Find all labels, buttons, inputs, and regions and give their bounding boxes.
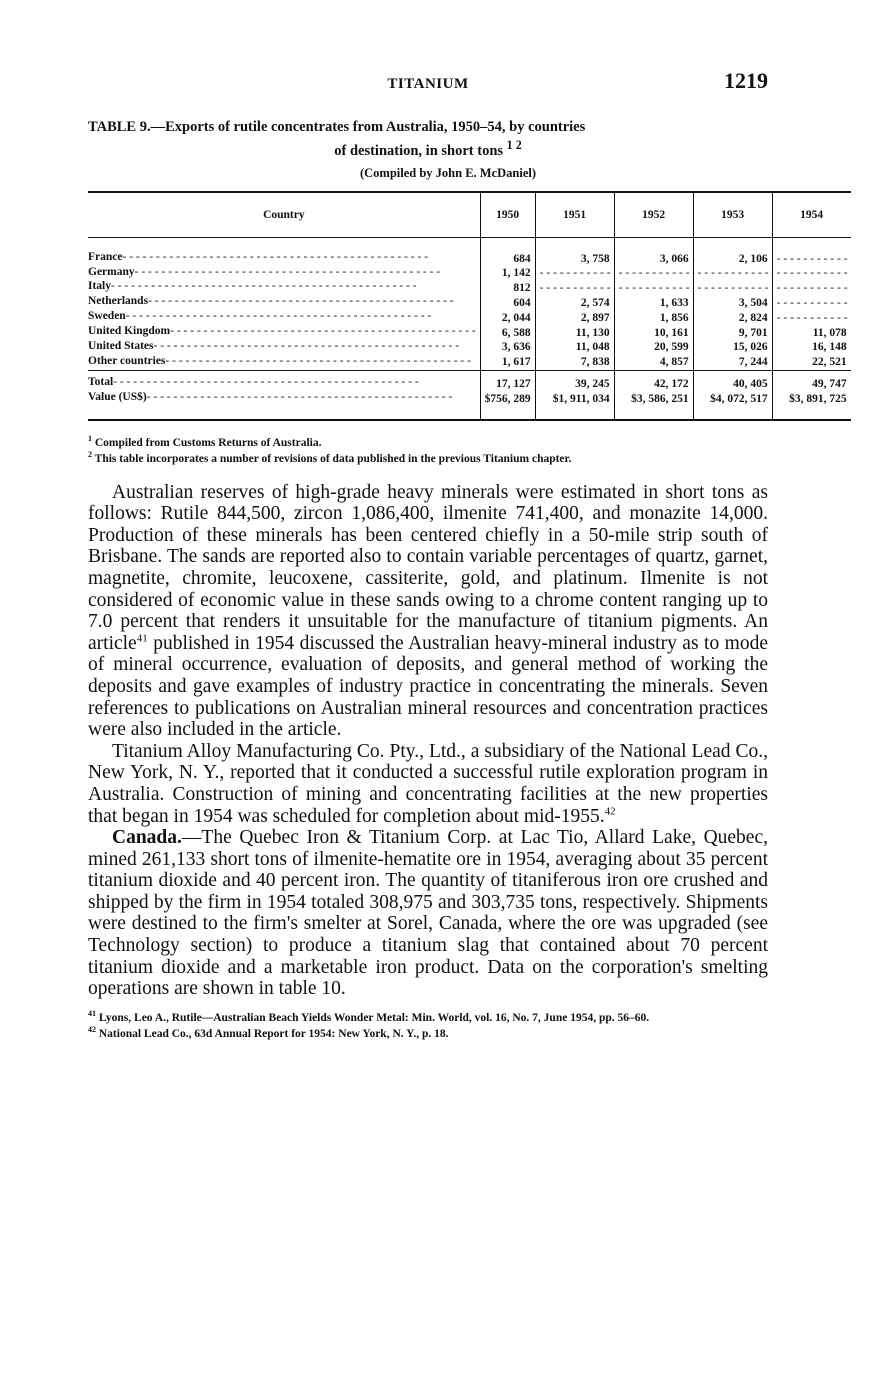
- total-label: Value (US$): [88, 392, 147, 404]
- total-label-leader: [88, 392, 476, 403]
- value-cell: [693, 281, 772, 296]
- total-value-cell: 17, 127: [480, 371, 535, 392]
- country-label-leader: [88, 341, 476, 352]
- value-cell: 1, 617: [480, 356, 535, 371]
- table-row: [88, 267, 851, 282]
- total-label-cell: [88, 392, 480, 420]
- page-footnotes: [88, 1008, 768, 1041]
- table-footnotes: [88, 433, 768, 466]
- value-cell: [772, 296, 851, 311]
- country-label-leader: [88, 326, 476, 337]
- value-cell: 3, 636: [480, 341, 535, 356]
- paragraph-australia: [88, 482, 768, 741]
- value-cell: 15, 026: [693, 341, 772, 356]
- value-cell: 812: [480, 281, 535, 296]
- total-value-cell: $1, 911, 034: [535, 392, 614, 420]
- total-value-cell: 42, 172: [614, 371, 693, 392]
- country-cell: [88, 281, 480, 296]
- total-row: [88, 371, 851, 392]
- value-cell: [772, 281, 851, 296]
- header-country: Country: [88, 192, 480, 238]
- page-footnote: [88, 1008, 768, 1024]
- total-label-leader: [88, 377, 476, 388]
- table-row: [88, 356, 851, 371]
- country-cell: [88, 326, 480, 341]
- paragraph-text: Titanium Alloy Manufacturing Co. Pty., Ltd., a subsidiary of the National Lead Co., New York, N. Y., reported that it conducted a successful rutile exploration program in Australia. Construction of mining and concentrating facilities at the new properties that began in 1954 was scheduled for completion about mid-1955.: [88, 740, 768, 827]
- table-title: [88, 118, 768, 160]
- value-cell: 9, 701: [693, 326, 772, 341]
- body-text: [88, 482, 768, 1000]
- value-cell: 684: [480, 237, 535, 266]
- value-cell: [772, 311, 851, 326]
- value-cell: 1, 633: [614, 296, 693, 311]
- total-label-cell: [88, 371, 480, 392]
- footnote-text: National Lead Co., 63d Annual Report for 1954: New York, N. Y., p. 18.: [98, 1028, 449, 1041]
- value-cell: 11, 048: [535, 341, 614, 356]
- value-cell: 2, 574: [535, 296, 614, 311]
- country-cell: [88, 267, 480, 282]
- value-cell: 3, 758: [535, 237, 614, 266]
- country-label-leader: [88, 311, 476, 322]
- country-name: Sweden: [88, 311, 126, 323]
- value-cell: [693, 267, 772, 282]
- country-label-leader: [88, 252, 476, 263]
- footnote-text: Lyons, Leo A., Rutile—Australian Beach Yields Wonder Metal: Min. World, vol. 16, No. 7, June 1954, pp. 56–60.: [98, 1011, 650, 1024]
- table-title-notes: 1 2: [506, 138, 522, 152]
- value-cell: 3, 504: [693, 296, 772, 311]
- total-value-cell: $4, 072, 517: [693, 392, 772, 420]
- document-page: [88, 66, 847, 1041]
- country-cell: [88, 311, 480, 326]
- table-row: [88, 296, 851, 311]
- country-name: France: [88, 251, 123, 263]
- header-1951: 1951: [535, 192, 614, 238]
- footnote-mark: 41: [88, 1008, 96, 1018]
- value-cell: 604: [480, 296, 535, 311]
- footnote-mark: 42: [88, 1025, 96, 1035]
- country-cell: [88, 237, 480, 266]
- total-value-cell: $3, 586, 251: [614, 392, 693, 420]
- country-cell: [88, 356, 480, 371]
- table-footnote: [88, 449, 768, 465]
- country-name: Germany: [88, 266, 135, 278]
- header-1953: 1953: [693, 192, 772, 238]
- paragraph-text: Australian reserves of high-grade heavy minerals were estimated in short tons as follows: Rutile 844,500, zircon 1,086,400, ilmenite 741,400, and monazite 14,000. Production of these minerals has been centered chiefly in a 50-mile strip south of Brisbane. The sands are reported also to contain variable percentages of quartz, garnet, magnetite, chromite, leucoxene, cassiterite, gold, and platinum. Ilmenite is not considered of economic value in these sands owing to a chrome content ranging up to 7.0 percent that renders it unsuitable for the manufacture of titanium pigments. An article: [88, 481, 768, 654]
- table-row: [88, 237, 851, 266]
- table-row: [88, 281, 851, 296]
- exports-table: [88, 191, 851, 421]
- table-row: [88, 341, 851, 356]
- total-value-cell: 49, 747: [772, 371, 851, 392]
- header-1954: 1954: [772, 192, 851, 238]
- country-name: United Kingdom: [88, 325, 171, 337]
- table-compiled-by: (Compiled by John E. McDaniel): [359, 165, 537, 180]
- table-footnote: [88, 433, 768, 449]
- value-cell: 1, 856: [614, 311, 693, 326]
- value-cell: 6, 588: [480, 326, 535, 341]
- value-cell: 16, 148: [772, 341, 851, 356]
- value-cell: [535, 281, 614, 296]
- running-head: [88, 66, 768, 100]
- value-cell: 11, 078: [772, 326, 851, 341]
- value-cell: [772, 267, 851, 282]
- country-label-leader: [88, 281, 476, 292]
- value-cell: 2, 044: [480, 311, 535, 326]
- total-value-cell: $3, 891, 725: [772, 392, 851, 420]
- paragraph-text: published in 1954 discussed the Australian heavy-mineral industry as to mode of mineral occurrence, evaluation of deposits, and general method of working the deposits and gave examples of industry practice in concentrating the minerals. Seven references to publications on Australian mineral resources and concentration practices were also included in the article.: [88, 632, 768, 741]
- value-cell: 10, 161: [614, 326, 693, 341]
- paragraph-text: —The Quebec Iron & Titanium Corp. at Lac Tio, Allard Lake, Quebec, mined 261,133 short tons of ilmenite-hematite ore in 1954, averaging about 35 percent titanium dioxide and 40 percent iron. The quantity of titaniferous iron ore crushed and shipped by the firm in 1954 totaled 308,975 and 303,735 tons, respectively. Shipments were destined to the firm's smelter at Sorel, Canada, where the ore was upgraded (see Technology section) to produce a titanium slag that contained about 70 percent titanium dioxide and a marketable iron product. Data on the corporation's smelting operations are shown in table 10.: [88, 827, 768, 1000]
- header-1950: 1950: [480, 192, 535, 238]
- table-header-row: [88, 192, 851, 238]
- table-row: [88, 311, 851, 326]
- value-cell: 20, 599: [614, 341, 693, 356]
- total-value-cell: $756, 289: [480, 392, 535, 420]
- country-label-leader: [88, 356, 476, 367]
- total-row: [88, 392, 851, 420]
- value-cell: 11, 130: [535, 326, 614, 341]
- value-cell: [614, 281, 693, 296]
- total-label: Total: [88, 377, 114, 389]
- value-cell: 2, 897: [535, 311, 614, 326]
- paragraph-canada: [88, 827, 768, 1000]
- value-cell: [614, 267, 693, 282]
- value-cell: 2, 106: [693, 237, 772, 266]
- value-cell: [535, 267, 614, 282]
- table-title-line2: of destination, in short tons: [334, 142, 504, 159]
- page-number: 1219: [724, 68, 768, 93]
- table-body: [88, 237, 851, 420]
- value-cell: 4, 857: [614, 356, 693, 371]
- country-label-leader: [88, 267, 476, 278]
- value-cell: [772, 237, 851, 266]
- paragraph-titanium-alloy: [88, 741, 768, 827]
- total-value-cell: 39, 245: [535, 371, 614, 392]
- country-name: Italy: [88, 281, 111, 293]
- country-name: United States: [88, 340, 154, 352]
- footnote-text: Compiled from Customs Returns of Australia.: [94, 436, 322, 449]
- value-cell: 22, 521: [772, 356, 851, 371]
- footnote-ref: 42: [604, 805, 616, 818]
- value-cell: 7, 244: [693, 356, 772, 371]
- section-lead: Canada.: [112, 827, 182, 849]
- header-1952: 1952: [614, 192, 693, 238]
- running-head-title: TITANIUM: [387, 76, 469, 92]
- page-footnote: [88, 1024, 768, 1040]
- country-label-leader: [88, 296, 476, 307]
- country-cell: [88, 296, 480, 311]
- value-cell: 1, 142: [480, 267, 535, 282]
- table-title-line1: TABLE 9.—Exports of rutile concentrates from Australia, 1950–54, by countries: [88, 119, 586, 135]
- country-name: Netherlands: [88, 296, 149, 308]
- footnote-text: This table incorporates a number of revisions of data published in the previous Titanium chapter.: [94, 453, 572, 466]
- country-cell: [88, 341, 480, 356]
- value-cell: 7, 838: [535, 356, 614, 371]
- country-name: Other countries: [88, 355, 166, 367]
- value-cell: 2, 824: [693, 311, 772, 326]
- footnote-mark: 2: [88, 450, 92, 460]
- value-cell: 3, 066: [614, 237, 693, 266]
- total-value-cell: 40, 405: [693, 371, 772, 392]
- table-row: [88, 326, 851, 341]
- footnote-ref: 41: [136, 632, 148, 645]
- footnote-mark: 1: [88, 433, 92, 443]
